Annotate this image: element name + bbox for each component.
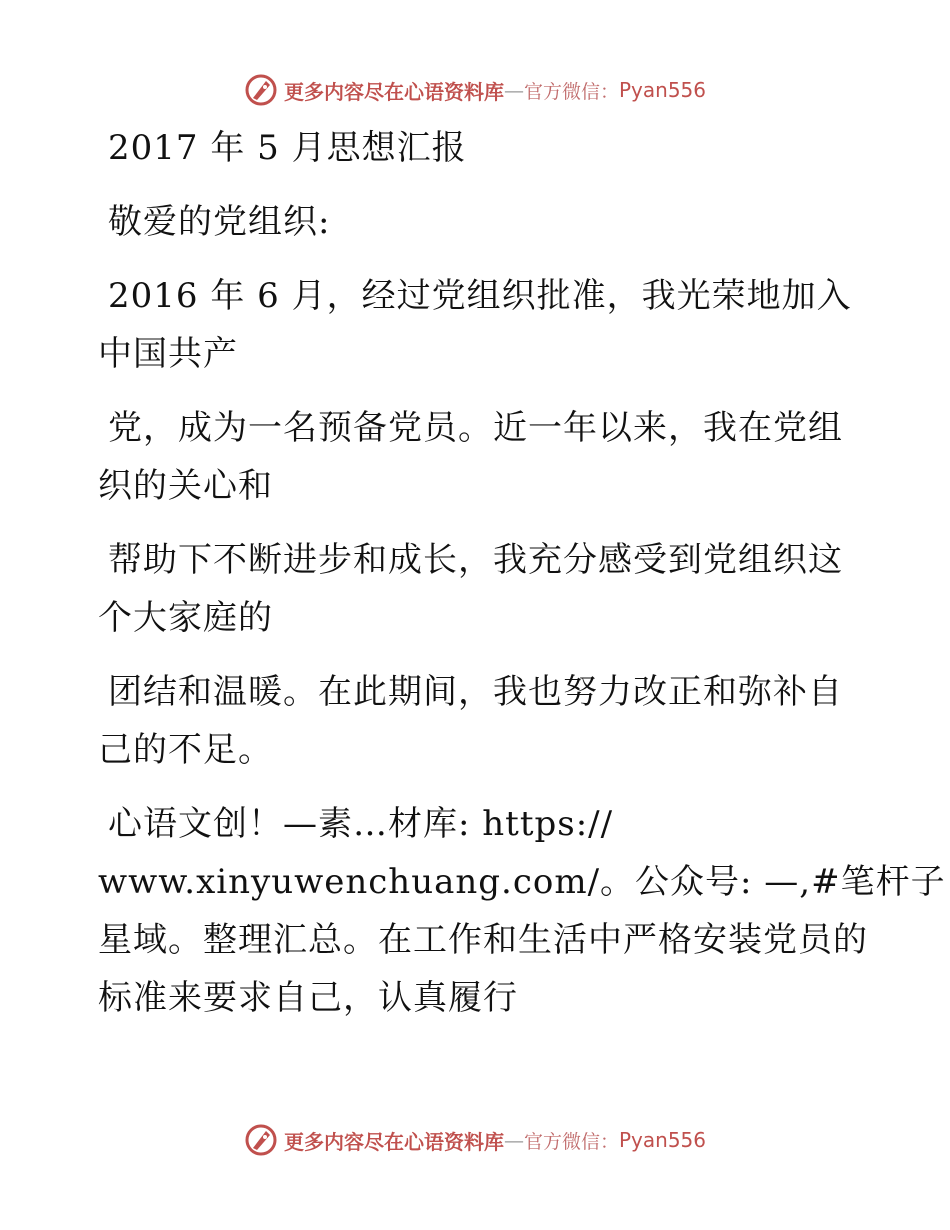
- paragraph-line: 党，成为一名预备党员。近一年以来，我在党组: [108, 408, 843, 448]
- banner-wechat-label: 官方微信：: [523, 80, 619, 103]
- paragraph-line: 团结和温暖。在此期间，我也努力改正和弥补自: [108, 672, 843, 712]
- salutation: 敬爱的党组织:: [108, 202, 331, 242]
- footer-banner: [0, 1120, 950, 1160]
- document-title: 2017 年 5 月思想汇报: [108, 128, 467, 168]
- paragraph-line: 心语文创！—素…材库: https://: [108, 804, 614, 844]
- pen-logo-icon: [244, 73, 278, 107]
- paragraph-line: 中国共产: [98, 334, 238, 374]
- paragraph-line: 个大家庭的: [98, 598, 273, 638]
- banner-wechat-label: 官方微信：: [523, 1130, 619, 1153]
- header-banner: [0, 70, 950, 110]
- banner-wechat-id: Pyan556: [619, 1128, 707, 1152]
- banner-title: 更多内容尽在心语资料库: [283, 1129, 504, 1154]
- banner-title: 更多内容尽在心语资料库: [283, 79, 504, 104]
- pen-logo-icon: [244, 1123, 278, 1157]
- paragraph-line: 星域。整理汇总。在工作和生活中严格安装党员的: [98, 920, 868, 960]
- banner-separator: —: [503, 78, 524, 102]
- paragraph-line: 织的关心和: [98, 466, 273, 506]
- banner-wechat-id: Pyan556: [619, 78, 707, 102]
- paragraph-line: 2016 年 6 月，经过党组织批准，我光荣地加入: [108, 276, 852, 316]
- paragraph-line: 帮助下不断进步和成长，我充分感受到党组织这: [108, 540, 843, 580]
- paragraph-line: 标准来要求自己，认真履行: [98, 978, 518, 1018]
- paragraph-line: 己的不足。: [98, 730, 273, 770]
- banner-separator: —: [503, 1128, 524, 1152]
- paragraph-line: www.xinyuwenchuang.com/。公众号: —,#笔杆子: [98, 862, 946, 902]
